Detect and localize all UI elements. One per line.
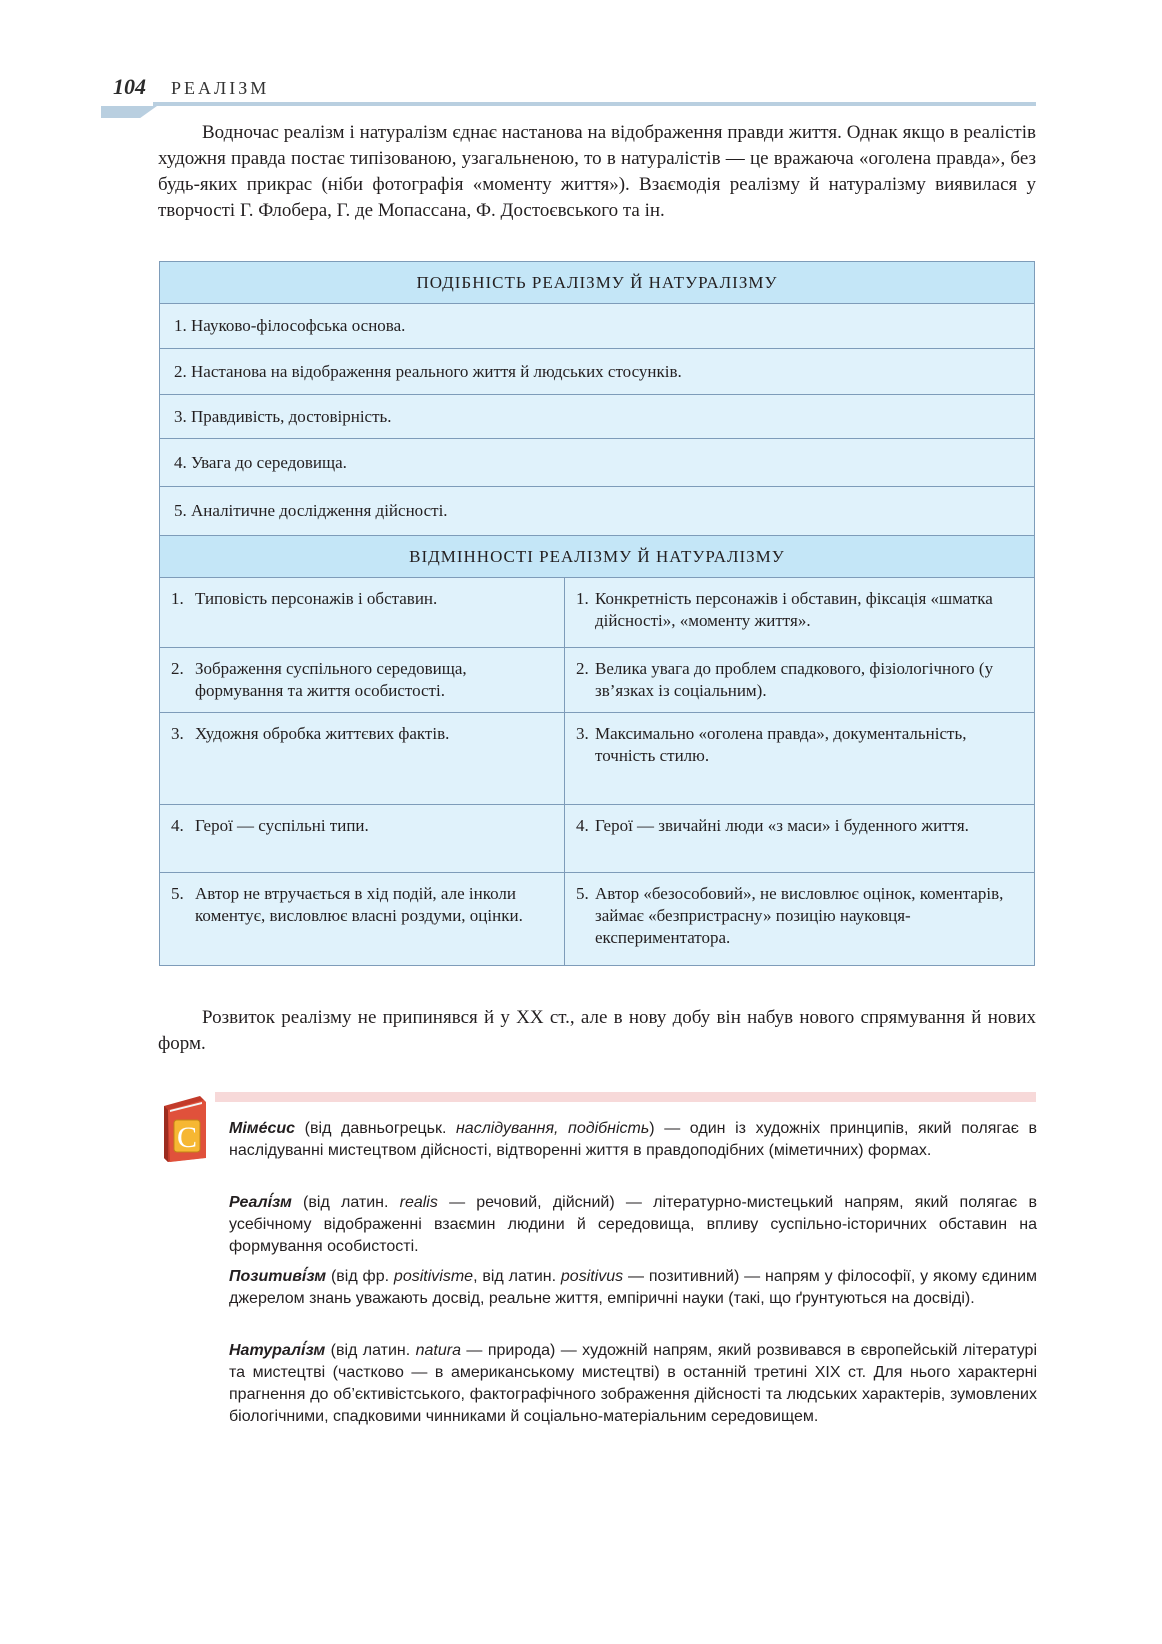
glossary-entry-mimesis: Міме́сис (від давньогрецьк. наслідування, подібність) — один із художніх принципів, який полягає в наслідуванні мистецтвом дійсності, відтворенні життя в правдоподібних (міметичних) формах. [229, 1120, 1038, 1159]
similarity-row [160, 487, 1035, 536]
similarity-item: 2. Настанова на відображення реального життя й людських стосунків. [160, 349, 1035, 395]
paragraph-development: Розвиток реалізму не припинявся й у XX ст., але в нову добу він набув нового спрямування й нових форм. [158, 1007, 1036, 1054]
realism-trait: Герої — суспільні типи. [195, 816, 369, 835]
header-tab-decoration [101, 106, 157, 118]
difference-row [160, 873, 1035, 966]
similarity-item: 1. Науково-філософська основа. [160, 304, 1035, 349]
item-number: 2. [576, 659, 589, 678]
page-header [101, 72, 1036, 122]
realism-trait: Типовість персонажів і обставин. [195, 589, 438, 608]
section-title: РЕАЛІЗМ [171, 78, 270, 98]
item-number: 5. [171, 884, 184, 903]
glossary-term: Натуралі́зм [229, 1342, 326, 1359]
naturalism-trait: Велика увага до проблем спадкового, фізіологічного (у зв’язках із соціальним). [595, 659, 994, 700]
glossary-entry-realism: Реалі́зм (від латин. realis — речовий, дійсний) — літературно-мистецький напрям, який полягає в усебічному відображенні взаємин людини й середовища, впливу суспільно-історичних обставин на формування особистості. [229, 1194, 1037, 1255]
glossary-entry-positivism: Позитиві́зм (від фр. positivisme, від латин. positivus — позитивний) — напрям у філософії, у якому єдиним джерелом знань уважають досвід, реальне життя, емпіричні науки (такі, що ґрунтуються на досвіді). [229, 1268, 1038, 1307]
similarity-item: 3. Правдивість, достовірність. [160, 395, 1035, 439]
differences-title: ВІДМІННОСТІ РЕАЛІЗМУ Й НАТУРАЛІЗМУ [160, 536, 1035, 578]
difference-row [160, 648, 1035, 713]
realism-trait: Зображення суспільного середовища, формування та життя особистості. [195, 659, 467, 700]
item-number: 2. [171, 659, 184, 678]
naturalism-trait: Автор «безособовий», не висловлює оцінок, коментарів, займає «безпристрасну» позицію науковця-експериментатора. [595, 884, 1004, 947]
difference-row [160, 578, 1035, 648]
difference-row [160, 713, 1035, 805]
similarity-item: 4. Увага до середовища. [160, 439, 1035, 487]
item-number: 3. [576, 724, 589, 743]
page-number: 104 [113, 74, 146, 99]
naturalism-trait: Максимально «оголена правда», документальність, точність стилю. [595, 724, 967, 765]
realism-cell [160, 713, 565, 805]
similarity-row [160, 395, 1035, 439]
realism-cell [160, 805, 565, 873]
book-icon [158, 1092, 214, 1164]
glossary-term: Позитиві́зм [229, 1268, 327, 1285]
naturalism-cell [565, 713, 1035, 805]
comparison-table [159, 261, 1035, 966]
naturalism-cell [565, 805, 1035, 873]
item-number: 4. [576, 816, 589, 835]
naturalism-cell [565, 578, 1035, 648]
item-number: 3. [171, 724, 184, 743]
paragraph-intro: Водночас реалізм і натуралізм єднає настанова на відображення правди життя. Однак якщо в реалістів художня правда постає типізованою, узагальненою, то в натуралістів — це вражаюча «оголена правда», без будь-яких прикрас (ніби фотографія «моменту життя»). Взаємодія реалізму й натуралізму виявилася у творчості Г. Флобера, Г. де Мопассана, Ф. Достоєвського та ін. [158, 122, 1036, 221]
similarity-row [160, 304, 1035, 349]
realism-trait: Художня обробка життєвих фактів. [195, 724, 450, 743]
realism-cell [160, 648, 565, 713]
differences-header-row [160, 536, 1035, 578]
book-icon-letter: С [176, 1121, 198, 1154]
item-number: 1. [171, 589, 184, 608]
difference-row [160, 805, 1035, 873]
naturalism-cell [565, 648, 1035, 713]
item-number: 5. [576, 884, 589, 903]
realism-trait: Автор не втручається в хід подій, але інколи коментує, висловлює власні роздуми, оцінки. [195, 884, 523, 925]
similarity-row [160, 439, 1035, 487]
glossary-entry-naturalism: Натуралі́зм (від латин. natura — природа) — художній напрям, який розвивався в європейській літературі та мистецтві (частково — в американському мистецтві) в останній третині XIX ст. Для нього характерні прагнення до об’єктивістського, фактографічного зображення дійсності та людських характерів, зумовлених біологічними, спадковими чинниками й соціально-матеріальним середовищем. [229, 1342, 1038, 1425]
item-number: 4. [171, 816, 184, 835]
naturalism-trait: Конкретність персонажів і обставин, фіксація «шматка дійсності», «моменту життя». [595, 589, 993, 630]
realism-cell [160, 873, 565, 966]
naturalism-trait: Герої — звичайні люди «з маси» і буденного життя. [595, 816, 969, 835]
header-rule [153, 102, 1036, 106]
similarities-title: ПОДІБНІСТЬ РЕАЛІЗМУ Й НАТУРАЛІЗМУ [160, 262, 1035, 304]
realism-cell [160, 578, 565, 648]
glossary-term: Міме́сис [229, 1120, 296, 1137]
similarity-row [160, 349, 1035, 395]
naturalism-cell [565, 873, 1035, 966]
glossary-term: Реалі́зм [229, 1194, 292, 1211]
similarities-header-row [160, 262, 1035, 304]
glossary-bar [215, 1092, 1036, 1102]
similarity-item: 5. Аналітичне дослідження дійсності. [160, 487, 1035, 536]
item-number: 1. [576, 589, 589, 608]
